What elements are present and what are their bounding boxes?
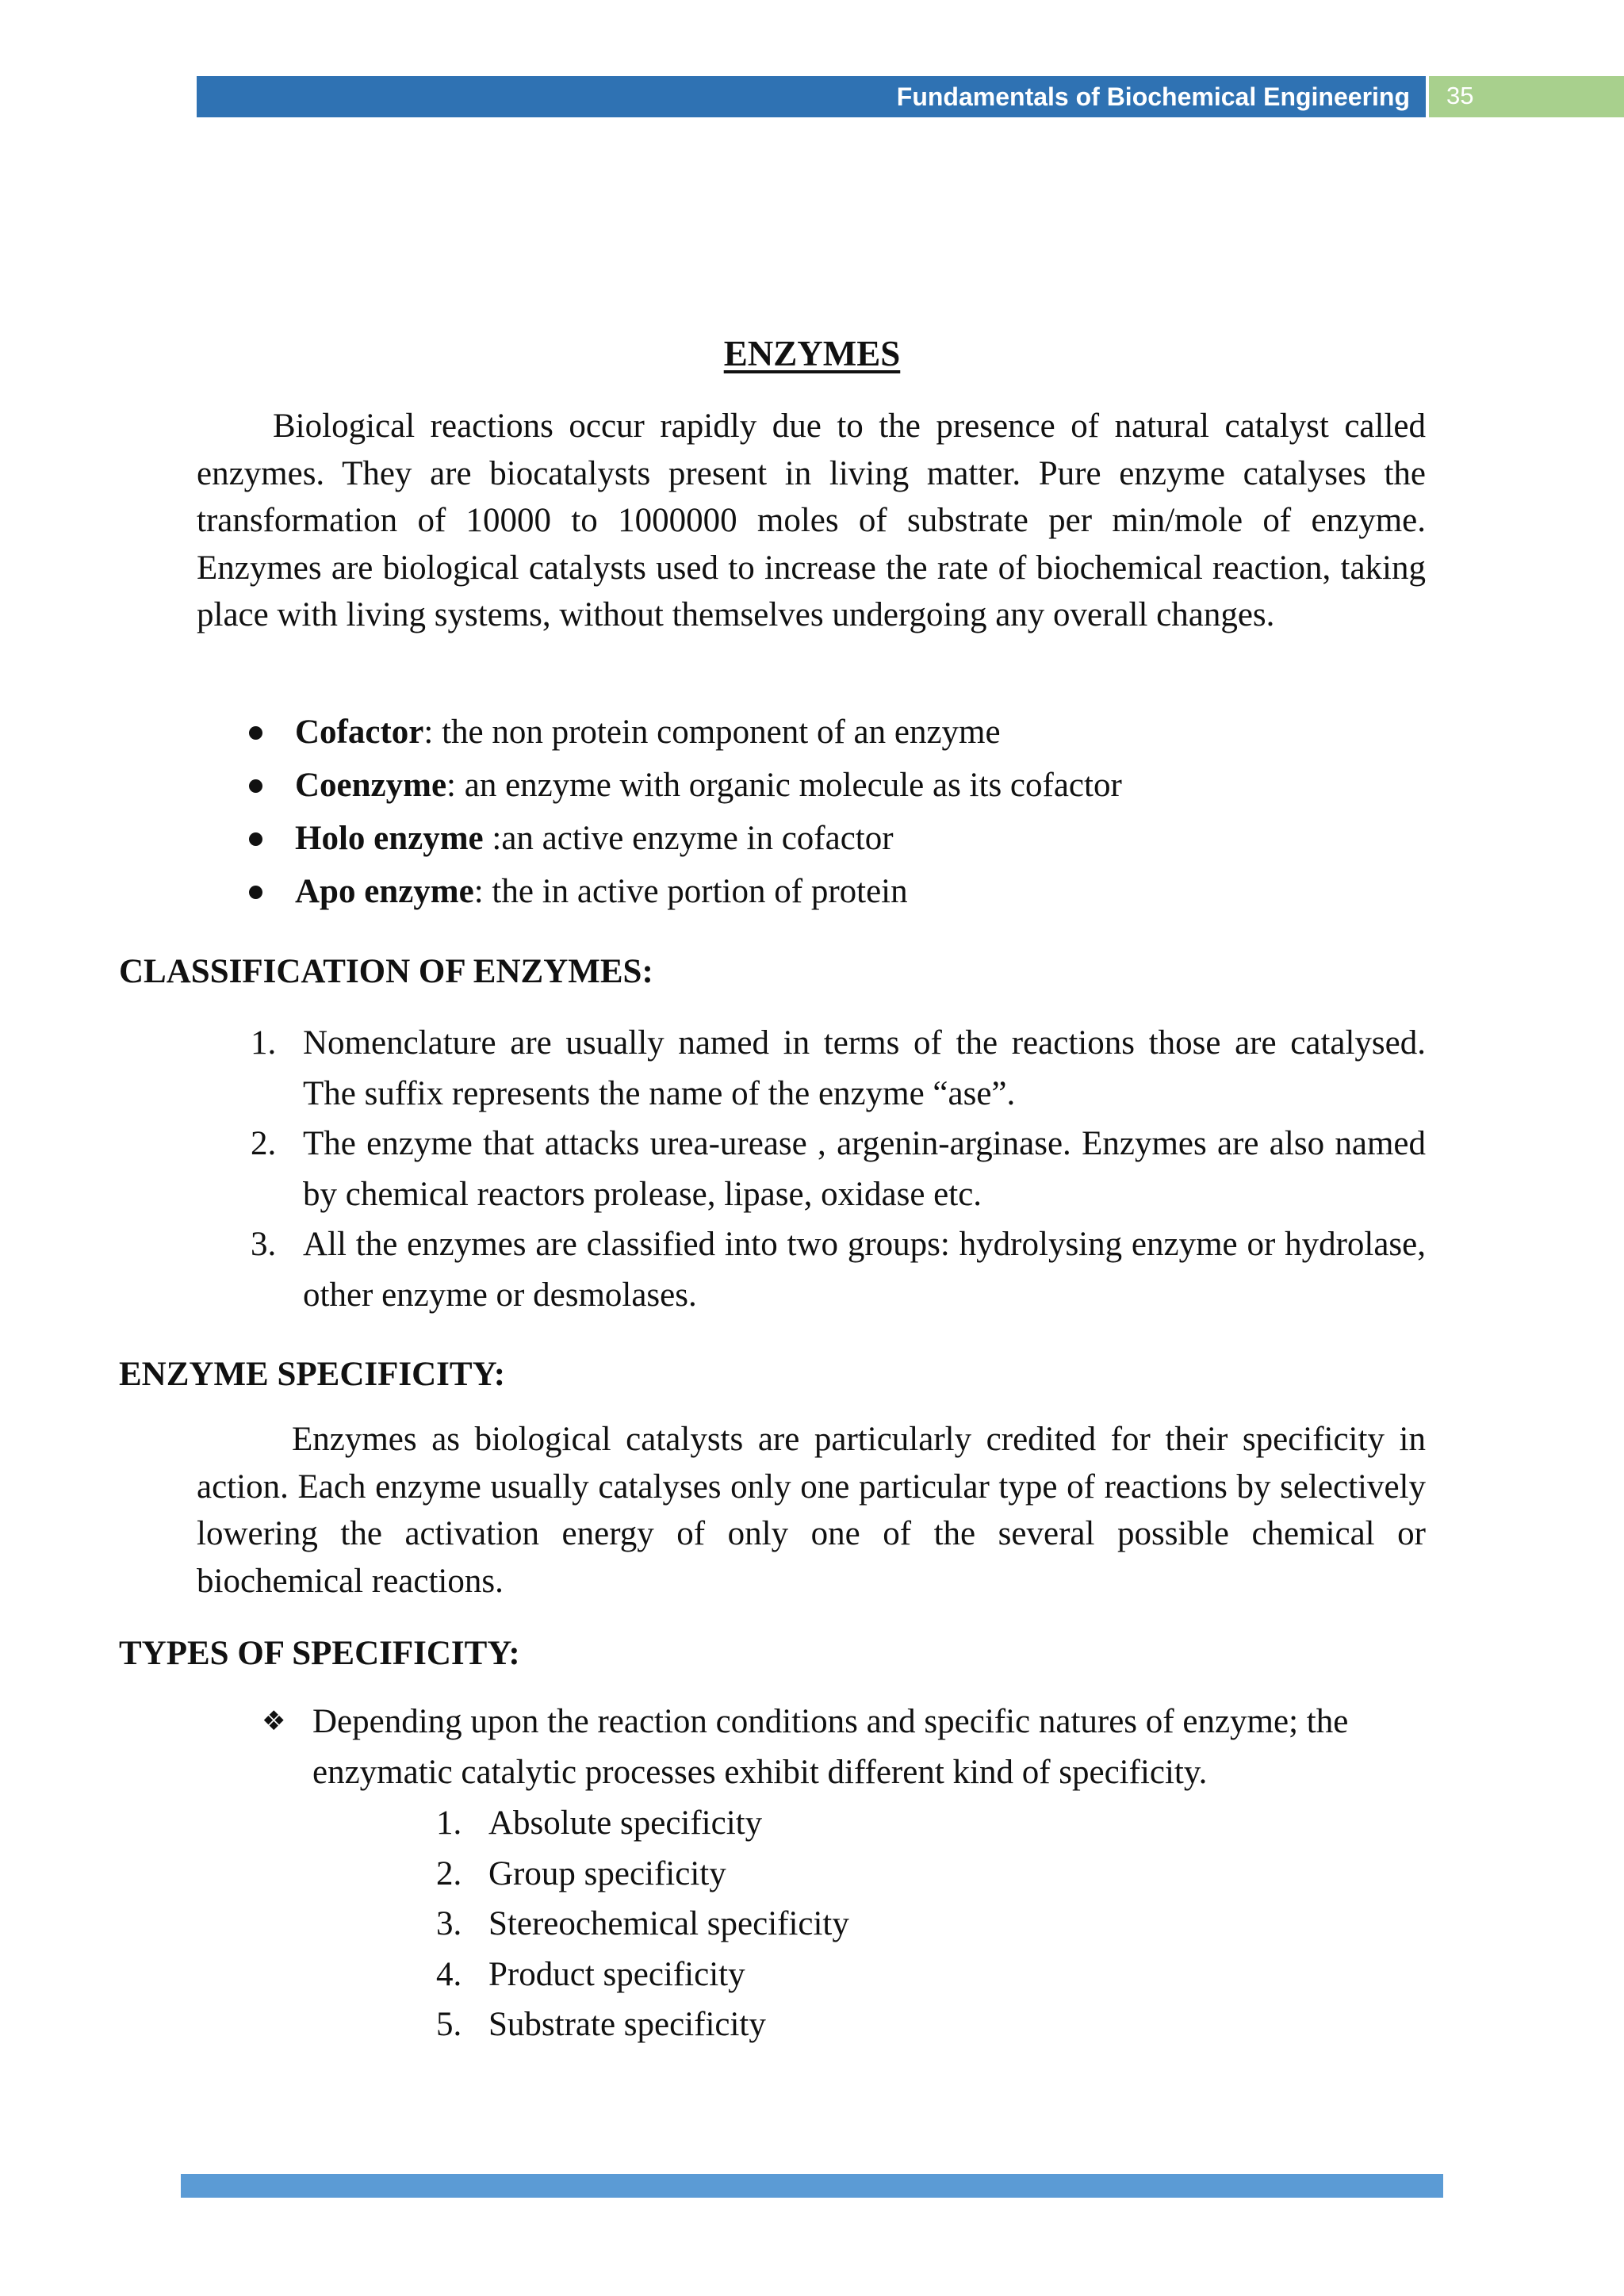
definition-term: Coenzyme [295,767,447,804]
type-item [436,1798,849,1849]
item-number: 2. [251,1125,277,1162]
item-text: The enzyme that attacks urea-urease , argenin-arginase. Enzymes are also named by chemical reactors prolease, lipase, oxidase etc. [303,1125,1426,1213]
page-number-box [1429,76,1624,117]
types-heading: TYPES OF SPECIFICITY: [119,1635,520,1672]
item-number: 3. [436,1905,462,1942]
definition-text: :an active enzyme in cofactor [483,820,894,857]
definition-text: : the in active portion of protein [473,873,908,910]
item-number: 5. [436,2006,462,2043]
bullet-icon [249,726,262,740]
specificity-heading: ENZYME SPECIFICITY: [119,1356,506,1393]
item-text: All the enzymes are classified into two groups: hydrolysing enzyme or hydrolase, other enzyme or desmolases. [303,1226,1426,1314]
type-item [436,1899,849,1950]
types-list [436,1798,849,2050]
classification-item [246,1119,1426,1219]
header-bar [197,76,1426,117]
item-text: Stereochemical specificity [488,1905,849,1942]
intro-paragraph: Biological reactions occur rapidly due to the presence of natural catalyst called enzymes. They are biocatalysts present in living matter. Pure enzyme catalyses the transformation of 10000 to 1000000 moles of substrate per min/mole of enzyme. Enzymes are biological catalysts used to increase the rate of biochemical reaction, taking place with living systems, without themselves undergoing any overall changes. [197,408,1426,633]
bullet-icon [249,886,262,899]
bullet-icon [249,779,262,793]
footer-bar [181,2174,1443,2198]
classification-item [246,1018,1426,1119]
diamond-bullet-icon: ❖ [262,1705,286,1737]
type-item [436,1849,849,1900]
item-text: Nomenclature are usually named in terms of the reactions those are catalysed. The suffix represents the name of the enzyme “ase”. [303,1024,1426,1112]
definition-text: : an enzyme with organic molecule as its cofactor [446,767,1122,804]
item-number: 1. [251,1024,277,1062]
definition-term: Cofactor [295,714,424,751]
bullet-icon [249,832,262,846]
type-item [436,1999,849,2050]
type-item [436,1950,849,2000]
definitions-list [246,709,1419,921]
item-text: Absolute specificity [488,1804,763,1842]
item-text: Product specificity [488,1955,745,1993]
definition-term: Apo enzyme [295,873,474,910]
item-text: Group specificity [488,1854,726,1892]
definition-item [246,868,1419,921]
definition-item [246,762,1419,815]
definition-term: Holo enzyme [295,820,484,857]
item-number: 1. [436,1804,462,1842]
item-number: 2. [436,1854,462,1892]
item-text: Substrate specificity [488,2006,766,2043]
page-title: ENZYMES [723,334,901,373]
types-intro-text: Depending upon the reaction conditions and specific natures of enzyme; the enzymatic catalytic processes exhibit different kind of specificity. [312,1703,1349,1791]
running-header-title: Fundamentals of Biochemical Engineering [896,82,1410,111]
item-number: 3. [251,1226,277,1263]
classification-list [246,1018,1426,1320]
item-number: 4. [436,1955,462,1993]
classification-heading: CLASSIFICATION OF ENZYMES: [119,953,653,990]
definition-item [246,815,1419,868]
page-number: 35 [1446,82,1474,109]
definition-item [246,709,1419,762]
types-intro-item [262,1697,1426,1797]
specificity-paragraph: Enzymes as biological catalysts are particularly credited for their specificity in action. Each enzyme usually catalyses only one particular type of reactions by selectively lowering the activation energy of only one of the several possible chemical or biochemical reactions. [197,1421,1426,1600]
classification-item [246,1219,1426,1320]
definition-text: : the non protein component of an enzyme [423,714,1001,751]
